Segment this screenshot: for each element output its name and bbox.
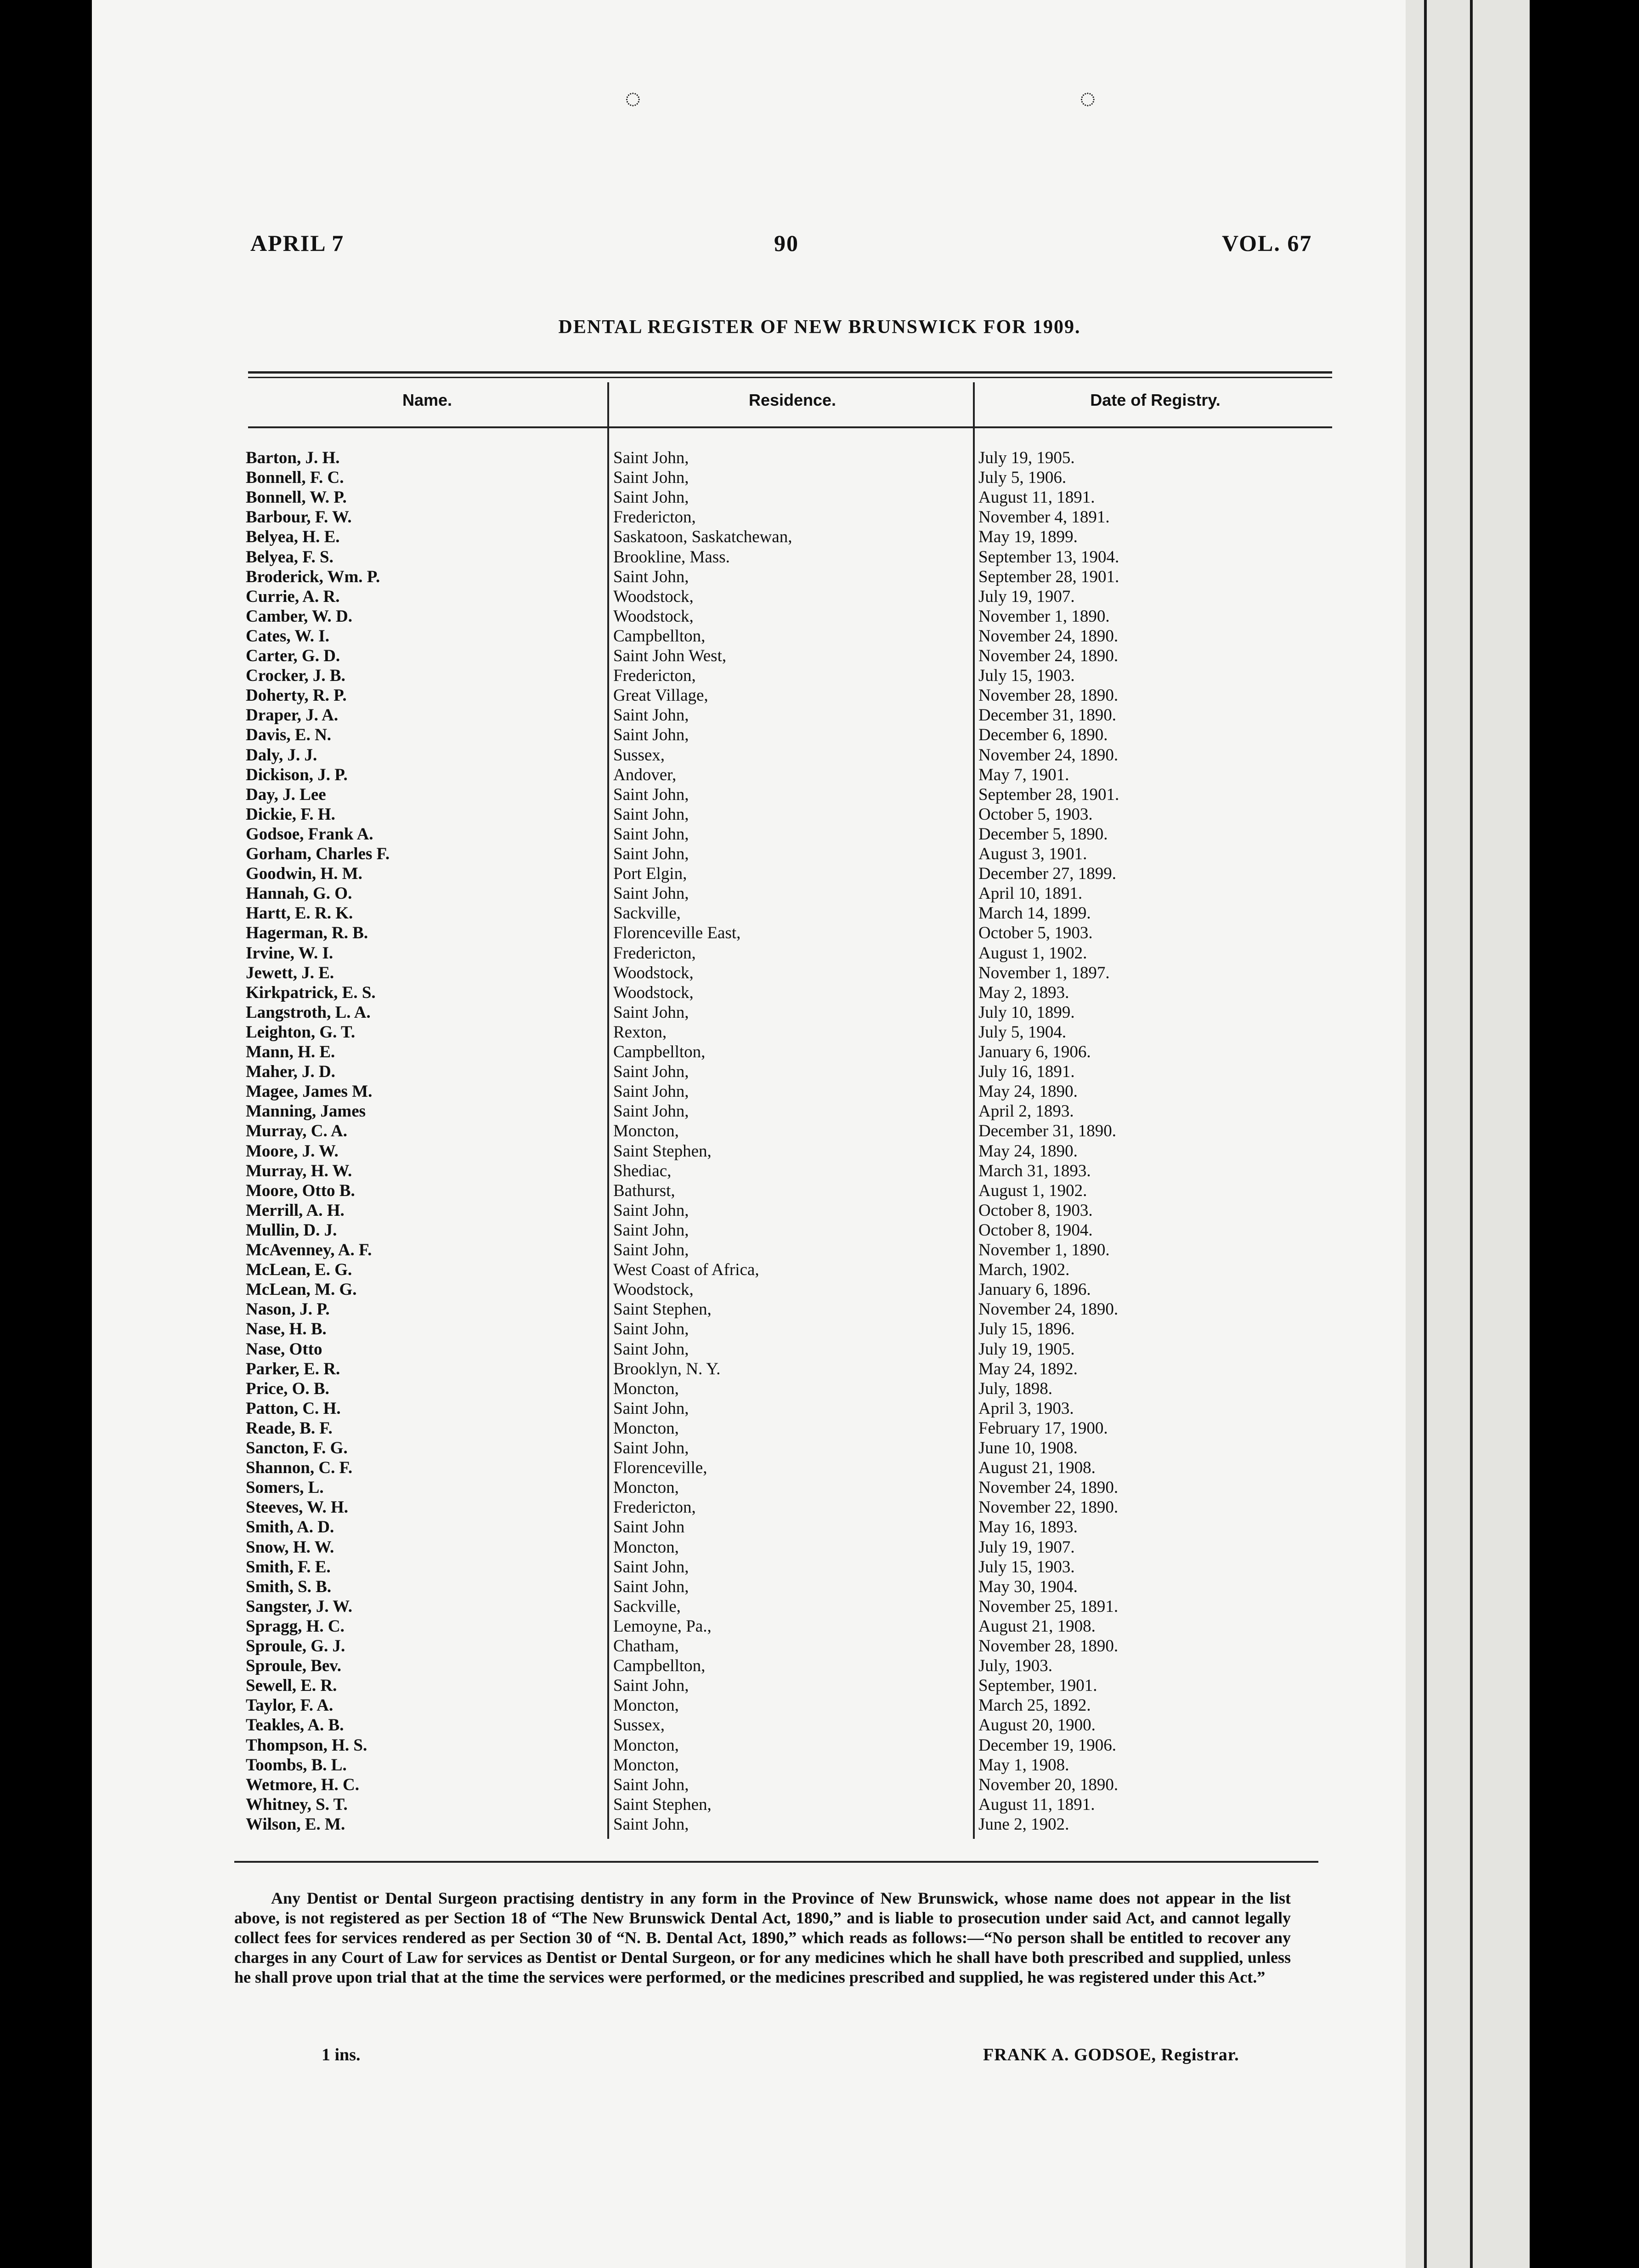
residence-cell: Saint John, [613,1241,689,1259]
name-cell: Reade, B. F. [246,1418,333,1438]
date-cell: April 10, 1891. [978,884,1083,903]
table-row [0,983,1639,1003]
residence-cell: Saint John, [613,1439,689,1457]
table-row [0,903,1639,923]
residence-cell: Saint John, [613,805,689,824]
name-cell: Thompson, H. S. [246,1735,367,1755]
table-row [0,963,1639,983]
name-cell: Taylor, F. A. [246,1696,333,1715]
date-cell: July 19, 1905. [978,448,1075,467]
name-cell: Nason, J. P. [246,1300,330,1319]
name-cell: Day, J. Lee [246,785,326,804]
name-cell: Hartt, E. R. K. [246,904,353,923]
date-cell: May 19, 1899. [978,527,1078,547]
top-rule [248,377,1332,378]
residence-cell: Saint John, [613,1082,689,1101]
name-cell: McAvenney, A. F. [246,1241,372,1259]
date-cell: December 27, 1899. [978,864,1117,884]
name-cell: Sangster, J. W. [246,1597,353,1616]
date-cell: March 31, 1893. [978,1161,1091,1180]
date-cell: July 15, 1903. [978,666,1075,686]
date-cell: July 5, 1904. [978,1022,1067,1042]
residence-cell: Saint John, [613,1062,689,1082]
residence-cell: Fredericton, [613,666,696,686]
punch-mark: ◌ [625,83,641,113]
table-row [0,666,1639,686]
date-cell: July 15, 1903. [978,1557,1075,1576]
residence-cell: Saint John, [613,884,689,903]
residence-cell: Fredericton, [613,508,696,527]
table-row [0,587,1639,607]
name-cell: Smith, S. B. [246,1577,332,1596]
table-row [0,507,1639,527]
table-row [0,1220,1639,1240]
column-header-residence: Residence. [748,391,836,409]
residence-cell: Saint John, [613,1201,689,1220]
name-cell: Price, O. B. [246,1379,329,1398]
residence-cell: Bathurst, [613,1181,675,1200]
date-cell: November 1, 1897. [978,963,1110,982]
volume-number: VOL. 67 [1222,230,1312,256]
date-cell: September, 1901. [978,1676,1097,1695]
name-cell: Camber, W. D. [246,607,352,626]
date-cell: September 13, 1904. [978,547,1119,567]
date-cell: December 31, 1890. [978,706,1117,725]
name-cell: Leighton, G. T. [246,1022,356,1042]
name-cell: Irvine, W. I. [246,943,333,963]
name-cell: Doherty, R. P. [246,686,347,705]
residence-cell: Chatham, [613,1637,679,1656]
residence-cell: Saint John, [613,1775,689,1794]
table-row [0,884,1639,903]
name-cell: Merrill, A. H. [246,1201,345,1220]
residence-cell: Florenceville East, [613,924,741,943]
date-cell: March 14, 1899. [978,904,1091,923]
name-cell: Manning, James [246,1102,366,1121]
table-row [0,686,1639,705]
name-cell: Belyea, F. S. [246,547,333,567]
name-cell: Broderick, Wm. P. [246,567,380,586]
table-row [0,1497,1639,1517]
insertion-note: 1 ins. [322,2045,361,2064]
name-cell: Wilson, E. M. [246,1814,345,1834]
table-row [0,1735,1639,1755]
date-cell: November 28, 1890. [978,686,1119,705]
residence-cell: Saint John, [613,468,689,488]
table-row [0,488,1639,507]
table-row [0,1755,1639,1775]
table-row [0,1082,1639,1101]
residence-cell: Saint John, [613,845,689,863]
name-cell: Bonnell, W. P. [246,488,347,507]
table-row [0,844,1639,864]
date-cell: May 7, 1901. [978,765,1069,784]
date-cell: August 3, 1901. [978,845,1087,863]
residence-cell: Rexton, [613,1022,667,1042]
date-cell: August 21, 1908. [978,1458,1096,1478]
name-cell: Moore, J. W. [246,1141,339,1161]
table-row [0,468,1639,488]
name-cell: Nase, H. B. [246,1320,327,1339]
table-row [0,1438,1639,1458]
date-cell: June 10, 1908. [978,1439,1078,1457]
name-cell: Toombs, B. L. [246,1755,347,1775]
residence-cell: Campbellton, [613,1043,706,1061]
residence-cell: Woodstock, [613,607,694,626]
table-row [0,1141,1639,1161]
residence-cell: Moncton, [613,1379,679,1398]
table-row [0,1418,1639,1438]
name-cell: Crocker, J. B. [246,666,345,686]
page-number: 90 [774,230,799,256]
name-cell: Murray, H. W. [246,1161,352,1180]
residence-cell: Saint Stephen, [613,1795,712,1814]
date-cell: November 1, 1890. [978,1241,1110,1259]
name-cell: Sewell, E. R. [246,1676,337,1695]
residence-cell: Fredericton, [613,943,696,963]
table-row [0,567,1639,587]
residence-cell: Campbellton, [613,626,706,646]
date-cell: November 22, 1890. [978,1498,1119,1517]
residence-cell: Saint Stephen, [613,1141,712,1161]
date-cell: September 28, 1901. [978,785,1119,804]
residence-cell: Woodstock, [613,1280,694,1299]
date-cell: December 19, 1906. [978,1735,1117,1755]
date-cell: December 5, 1890. [978,824,1108,844]
name-cell: Nase, Otto [246,1339,322,1359]
residence-cell: Moncton, [613,1122,679,1141]
footnote-text: Any Dentist or Dental Surgeon practising dentistry in any form in the Province of New Brunswick, whose name does not appear in the list above, is not registered as per Section 18 of “The New Brunswick Dental Act, 1890,” and is liable to prosecution under said Act, and cannot legally collect fees for services rendered as per Section 30 of “N. B. Dental Act, 1890,” which reads as follows:—“No person shall be entitled to recover any charges in any Court of Law for services as Dentist or Dental Surgeon, or for any medicines which he shall have both prescribed and supplied, unless he shall prove upon trial that at the time the services were performed, or the medicines prescribed and supplied, he was registered under this Act.” [234,1889,1291,1986]
date-cell: September 28, 1901. [978,567,1119,586]
table-row [0,1022,1639,1042]
residence-cell: Saint John, [613,1577,689,1596]
name-cell: Hagerman, R. B. [246,924,368,943]
date-cell: November 24, 1890. [978,745,1119,765]
date-cell: December 6, 1890. [978,726,1108,745]
name-cell: Sancton, F. G. [246,1439,348,1457]
name-cell: Jewett, J. E. [246,963,334,982]
name-cell: Belyea, H. E. [246,527,340,547]
date-cell: July 19, 1907. [978,1537,1075,1557]
date-cell: May 24, 1890. [978,1141,1078,1161]
date-cell: August 11, 1891. [978,1795,1095,1814]
header-rule [248,426,1332,428]
table-row [0,1597,1639,1616]
date-cell: January 6, 1896. [978,1280,1091,1299]
residence-cell: Saint John, [613,785,689,804]
residence-cell: Moncton, [613,1735,679,1755]
residence-cell: Brooklyn, N. Y. [613,1359,721,1378]
table-row [0,1577,1639,1597]
date-cell: October 5, 1903. [978,924,1093,943]
residence-cell: Saint John, [613,1320,689,1339]
residence-cell: Saint John, [613,706,689,725]
residence-cell: Saskatoon, Saskatchewan, [613,527,792,547]
table-row [0,607,1639,626]
table-row [0,1240,1639,1260]
table-row [0,547,1639,567]
residence-cell: Great Village, [613,686,708,705]
table-row [0,1399,1639,1418]
residence-cell: Saint John, [613,567,689,586]
residence-cell: Woodstock, [613,587,694,606]
name-cell: Carter, G. D. [246,646,340,665]
table-row [0,1062,1639,1082]
table-row [0,1101,1639,1121]
name-cell: Parker, E. R. [246,1359,340,1378]
name-cell: Dickison, J. P. [246,765,348,784]
residence-cell: Saint John, [613,1220,689,1240]
table-row [0,1715,1639,1735]
name-cell: Patton, C. H. [246,1399,341,1418]
name-cell: Sproule, G. J. [246,1637,345,1656]
top-rule [248,371,1332,374]
date-cell: August 20, 1900. [978,1716,1096,1735]
name-cell: Bonnell, F. C. [246,468,344,488]
name-cell: Spragg, H. C. [246,1616,345,1636]
table-row [0,1121,1639,1141]
table-row [0,1656,1639,1676]
date-cell: August 21, 1908. [978,1616,1096,1636]
date-cell: July 19, 1905. [978,1339,1075,1359]
residence-cell: Saint Stephen, [613,1300,712,1319]
residence-cell: West Coast of Africa, [613,1260,759,1280]
residence-cell: Moncton, [613,1696,679,1715]
date-cell: March 25, 1892. [978,1696,1091,1715]
name-cell: Whitney, S. T. [246,1795,348,1814]
date-cell: August 11, 1891. [978,488,1095,507]
table-row [0,943,1639,963]
header-date: APRIL 7 [250,230,345,256]
date-cell: May 24, 1890. [978,1082,1078,1101]
date-cell: May 16, 1893. [978,1518,1078,1537]
residence-cell: Saint John, [613,488,689,507]
name-cell: Wetmore, H. C. [246,1775,359,1794]
table-row [0,864,1639,884]
date-cell: November 25, 1891. [978,1597,1119,1616]
date-cell: November 24, 1890. [978,1478,1119,1497]
residence-cell: Sackville, [613,904,681,923]
residence-cell: Saint John, [613,824,689,844]
footnote [234,1888,1291,1987]
table-row [0,626,1639,646]
table-row [0,1280,1639,1299]
table-row [0,1161,1639,1181]
date-cell: November 24, 1890. [978,626,1119,646]
table-row [0,805,1639,824]
name-cell: Murray, C. A. [246,1122,347,1141]
date-cell: June 2, 1902. [978,1814,1069,1834]
name-cell: Goodwin, H. M. [246,864,362,884]
table-row [0,1775,1639,1795]
residence-cell: Saint John, [613,1814,689,1834]
date-cell: October 5, 1903. [978,805,1093,824]
date-cell: November 20, 1890. [978,1775,1119,1794]
name-cell: Currie, A. R. [246,587,340,606]
name-cell: Mullin, D. J. [246,1220,337,1240]
table-row [0,1517,1639,1537]
column-header-date: Date of Registry. [1090,391,1221,409]
table-row [0,1379,1639,1399]
residence-cell: Saint John, [613,1399,689,1418]
residence-cell: Moncton, [613,1755,679,1775]
table-row [0,745,1639,765]
date-cell: April 2, 1893. [978,1102,1074,1121]
date-cell: May 1, 1908. [978,1755,1069,1775]
date-cell: January 6, 1906. [978,1043,1091,1061]
residence-cell: Saint John, [613,1102,689,1121]
table-row [0,1695,1639,1715]
name-cell: McLean, E. G. [246,1260,352,1280]
name-cell: Somers, L. [246,1478,324,1497]
name-cell: Magee, James M. [246,1082,373,1101]
table-row [0,1359,1639,1379]
table-row [0,765,1639,785]
residence-cell: Port Elgin, [613,864,687,884]
table-row [0,646,1639,666]
date-cell: November 4, 1891. [978,508,1110,527]
date-cell: November 28, 1890. [978,1637,1119,1656]
date-cell: October 8, 1904. [978,1220,1093,1240]
name-cell: Snow, H. W. [246,1537,334,1557]
date-cell: November 1, 1890. [978,607,1110,626]
table-row [0,1339,1639,1359]
name-cell: Gorham, Charles F. [246,845,390,863]
residence-cell: Sussex, [613,745,665,765]
table-row [0,1181,1639,1201]
date-cell: July 16, 1891. [978,1062,1075,1082]
date-cell: August 1, 1902. [978,1181,1087,1200]
residence-cell: Brookline, Mass. [613,547,730,567]
table-row [0,1636,1639,1656]
residence-cell: Saint John, [613,1003,689,1022]
name-cell: Dickie, F. H. [246,805,335,824]
residence-cell: Saint John, [613,1557,689,1576]
table-row [0,448,1639,468]
name-cell: Hannah, G. O. [246,884,352,903]
table-row [0,725,1639,745]
residence-cell: Saint John, [613,448,689,467]
residence-cell: Woodstock, [613,983,694,1002]
residence-cell: Campbellton, [613,1656,706,1676]
table-row [0,705,1639,725]
table-row [0,1478,1639,1497]
name-cell: Maher, J. D. [246,1062,335,1082]
name-cell: Kirkpatrick, E. S. [246,983,376,1002]
name-cell: Cates, W. I. [246,626,329,646]
date-cell: July, 1903. [978,1656,1053,1676]
residence-cell: Shediac, [613,1161,672,1180]
residence-cell: Saint John West, [613,646,727,665]
date-cell: July 10, 1899. [978,1003,1075,1022]
residence-cell: Saint John [613,1518,685,1537]
residence-cell: Woodstock, [613,963,694,982]
table-row [0,1260,1639,1280]
column-header-name: Name. [402,391,452,409]
name-cell: Barton, J. H. [246,448,340,467]
residence-cell: Andover, [613,765,677,784]
name-cell: Smith, A. D. [246,1518,334,1537]
table-row [0,1299,1639,1319]
date-cell: November 24, 1890. [978,646,1119,665]
residence-cell: Sackville, [613,1597,681,1616]
name-cell: Barbour, F. W. [246,508,352,527]
punch-mark: ◌ [1079,83,1096,113]
residence-cell: Saint John, [613,1676,689,1695]
date-cell: July, 1898. [978,1379,1053,1398]
date-cell: April 3, 1903. [978,1399,1074,1418]
date-cell: May 30, 1904. [978,1577,1078,1596]
table-row [0,785,1639,805]
table-row [0,1557,1639,1577]
table-row [0,1537,1639,1557]
name-cell: Steeves, W. H. [246,1498,349,1517]
date-cell: July 15, 1896. [978,1320,1075,1339]
name-cell: Davis, E. N. [246,726,332,745]
name-cell: Smith, F. E. [246,1557,331,1576]
table-row [0,1616,1639,1636]
residence-cell: Moncton, [613,1537,679,1557]
table-row [0,1319,1639,1339]
registrar-signature: FRANK A. GODSOE, Registrar. [983,2045,1239,2064]
date-cell: July 5, 1906. [978,468,1067,488]
table-row [0,1201,1639,1220]
residence-cell: Moncton, [613,1418,679,1438]
name-cell: Teakles, A. B. [246,1716,344,1735]
date-cell: February 17, 1900. [978,1418,1108,1438]
name-cell: Godsoe, Frank A. [246,824,373,844]
date-cell: May 2, 1893. [978,983,1069,1002]
table-row [0,1676,1639,1695]
table-row [0,824,1639,844]
bottom-rule [234,1861,1318,1863]
residence-cell: Sussex, [613,1716,665,1735]
table-row [0,1458,1639,1478]
name-cell: Langstroth, L. A. [246,1003,371,1022]
residence-cell: Florenceville, [613,1458,707,1478]
name-cell: Moore, Otto B. [246,1181,355,1200]
name-cell: Mann, H. E. [246,1043,335,1061]
residence-cell: Moncton, [613,1478,679,1497]
table-row [0,1795,1639,1814]
page-title: DENTAL REGISTER OF NEW BRUNSWICK FOR 1909. [558,317,1081,338]
table-row [0,1814,1639,1834]
table-row [0,527,1639,547]
date-cell: July 19, 1907. [978,587,1075,606]
residence-cell: Lemoyne, Pa., [613,1616,712,1636]
table-row [0,1042,1639,1062]
date-cell: August 1, 1902. [978,943,1087,963]
date-cell: October 8, 1903. [978,1201,1093,1220]
date-cell: December 31, 1890. [978,1122,1117,1141]
date-cell: March, 1902. [978,1260,1070,1280]
name-cell: Sproule, Bev. [246,1656,341,1676]
residence-cell: Saint John, [613,1339,689,1359]
residence-cell: Fredericton, [613,1498,696,1517]
name-cell: Draper, J. A. [246,706,339,725]
date-cell: May 24, 1892. [978,1359,1078,1378]
residence-cell: Saint John, [613,726,689,745]
table-row [0,1003,1639,1022]
date-cell: November 24, 1890. [978,1300,1119,1319]
name-cell: Shannon, C. F. [246,1458,353,1478]
table-row [0,923,1639,943]
name-cell: McLean, M. G. [246,1280,357,1299]
name-cell: Daly, J. J. [246,745,317,765]
